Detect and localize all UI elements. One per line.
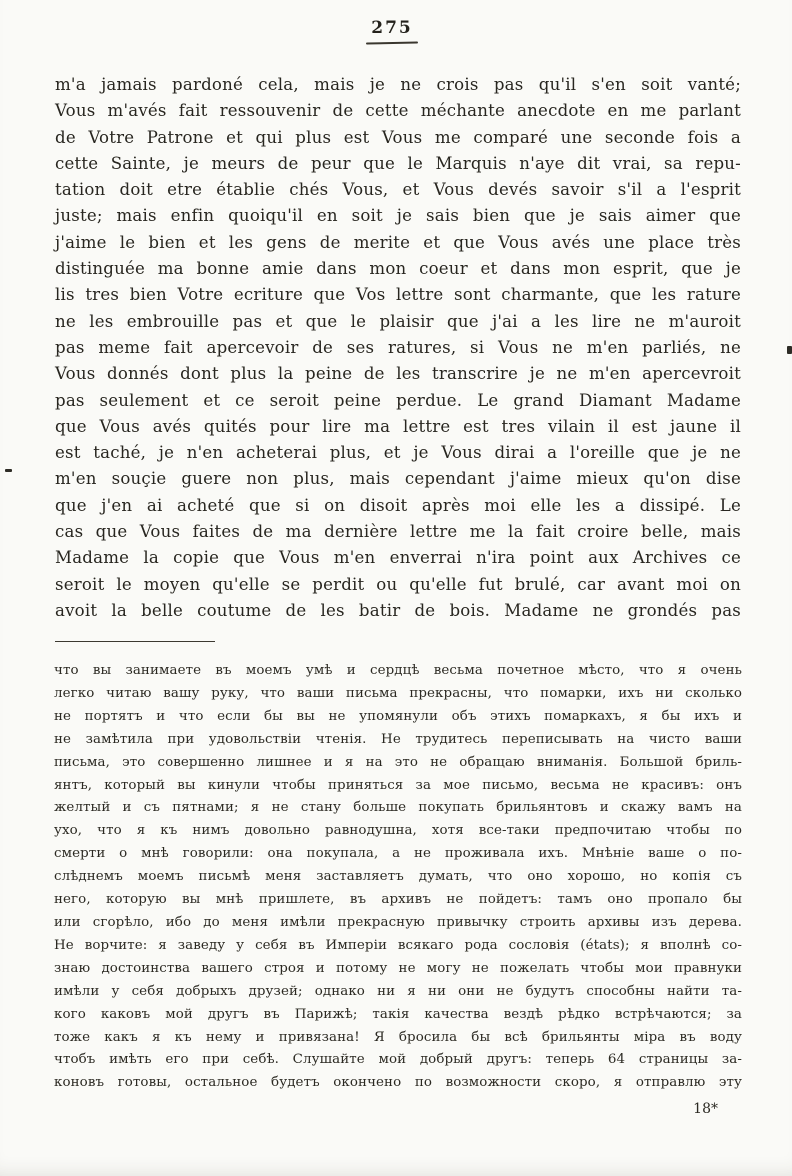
text-line: m'en souçie guere non plus, mais cependant j'aime mieux qu'on dise: [55, 469, 741, 489]
footnote-line: не замѣтила при удовольствіи чтенія. Не трудитесь переписывать на чисто ваши: [54, 731, 742, 747]
scan-artifact-left-margin: [5, 469, 12, 472]
footnote-line: ухо, что я къ нимъ довольно равнодушна, хотя все-таки предпочитаю чтобы по: [54, 823, 742, 839]
footnote-line: желтый и съ пятнами; я не стану больше покупать брильянтовъ и скажу вамъ на: [54, 800, 742, 816]
text-line: juste; mais enfin quoiqu'il en soit je sais bien que je sais aimer que: [55, 206, 741, 226]
text-line: cas que Vous faites de ma dernière lettre me la fait croire belle, mais: [55, 522, 741, 542]
page-number-rule: [366, 41, 418, 44]
text-line: tation doit etre établie chés Vous, et Vous devés savoir s'il a l'esprit: [55, 180, 741, 200]
text-line: distinguée ma bonne amie dans mon coeur et dans mon esprit, que je: [55, 259, 741, 279]
text-line: j'aime le bien et les gens de merite et que Vous avés une place très: [55, 232, 741, 252]
scan-artifact-right-edge: [787, 346, 792, 354]
text-line: avoit la belle coutume de les batir de bois. Madame ne grondés pas: [55, 600, 741, 620]
footnote-line: янтъ, который вы кинули чтобы приняться за мое письмо, весьма не красивъ: онъ: [54, 777, 742, 793]
text-line: pas seulement et ce seroit peine perdue. Le grand Diamant Madame: [55, 390, 741, 410]
text-line: cette Sainte, je meurs de peur que le Marquis n'aye dit vrai, sa repu-: [55, 153, 741, 173]
main-text-french: [55, 72, 741, 624]
footnote-line: знаю достоинства вашего строя и потому не могу не пожелать чтобы мои правнуки: [54, 960, 742, 976]
footnote-line: тоже какъ я къ нему и привязана! Я бросила бы всѣ брильянты міра въ воду: [54, 1029, 742, 1045]
page-number: 275: [371, 18, 413, 38]
footnote-line: него, которую вы мнѣ пришлете, въ архивъ не пойдетъ: тамъ оно пропало бы: [54, 892, 742, 908]
footnote-line: письма, это совершенно лишнее и я на это не обращаю вниманія. Большой бриль-: [54, 754, 742, 770]
text-line: m'a jamais pardoné cela, mais je ne crois pas qu'il s'en soit vanté;: [55, 75, 741, 94]
text-line: Vous m'avés fait ressouvenir de cette méchante anecdote en me parlant: [55, 101, 741, 121]
text-line: est taché, je n'en acheterai plus, et je Vous dirai a l'oreille que je ne: [55, 443, 741, 463]
footnote-line: не портятъ и что если бы вы не упомянули объ этихъ помаркахъ, я бы ихъ и: [54, 708, 742, 724]
signature-mark: 18*: [693, 1101, 718, 1117]
footnote-line: слѣднемъ моемъ письмѣ меня заставляетъ думать, что оно хорошо, но копія съ: [54, 869, 742, 885]
text-line: pas meme fait apercevoir de ses ratures, si Vous ne m'en parliés, ne: [55, 337, 741, 357]
text-line: seroit le moyen qu'elle se perdit ou qu'elle fut brulé, car avant moi on: [55, 574, 741, 594]
text-line: que Vous avés quités pour lire ma lettre est tres vilain il est jaune il: [55, 416, 741, 436]
footnote-line: коновъ готовы, остальное будетъ окончено по возможности скоро, я отправлю эту: [54, 1075, 742, 1091]
footnote-line: или сгорѣло, ибо до меня имѣли прекрасную привычку строить архивы изъ дерева.: [54, 914, 742, 930]
footnote-line: что вы занимаете въ моемъ умѣ и сердцѣ весьма почетное мѣсто, что я очень: [54, 663, 742, 678]
footnote-line: кого каковъ мой другъ въ Парижѣ; такія качества вездѣ рѣдко встрѣчаются; за: [54, 1006, 742, 1022]
footnote-line: Не ворчите: я заведу у себя въ Имперіи всякаго рода сословія (états); я вполнѣ со-: [54, 937, 742, 953]
text-line: ne les embrouille pas et que le plaisir que j'ai a les lire ne m'auroit: [55, 311, 741, 331]
text-line: de Votre Patrone et qui plus est Vous me comparé une seconde fois a: [55, 127, 741, 147]
footnote-line: чтобъ имѣть его при себѣ. Слушайте мой добрый другъ: теперь 64 страницы за-: [54, 1052, 742, 1068]
text-line: Vous donnés dont plus la peine de les transcrire je ne m'en apercevroit: [55, 364, 741, 384]
text-line: que j'en ai acheté que si on disoit après moi elle les a dissipé. Le: [55, 495, 741, 515]
footnote-line: легко читаю вашу руку, что ваши письма прекрасны, что помарки, ихъ ни сколько: [54, 685, 742, 701]
footnote-line: имѣли у себя добрыхъ друзей; однако ни я ни они не будутъ способны найти та-: [54, 983, 742, 999]
footnote-text-russian: [54, 660, 742, 1095]
footnote-line: смерти о мнѣ говорили: она покупала, а не проживала ихъ. Мнѣніе ваше о по-: [54, 846, 742, 862]
text-line: Madame la copie que Vous m'en enverrai n'ira point aux Archives ce: [55, 548, 741, 568]
footnote-separator-rule: [55, 641, 215, 642]
text-line: lis tres bien Votre ecriture que Vos lettre sont charmante, que les rature: [55, 285, 741, 305]
